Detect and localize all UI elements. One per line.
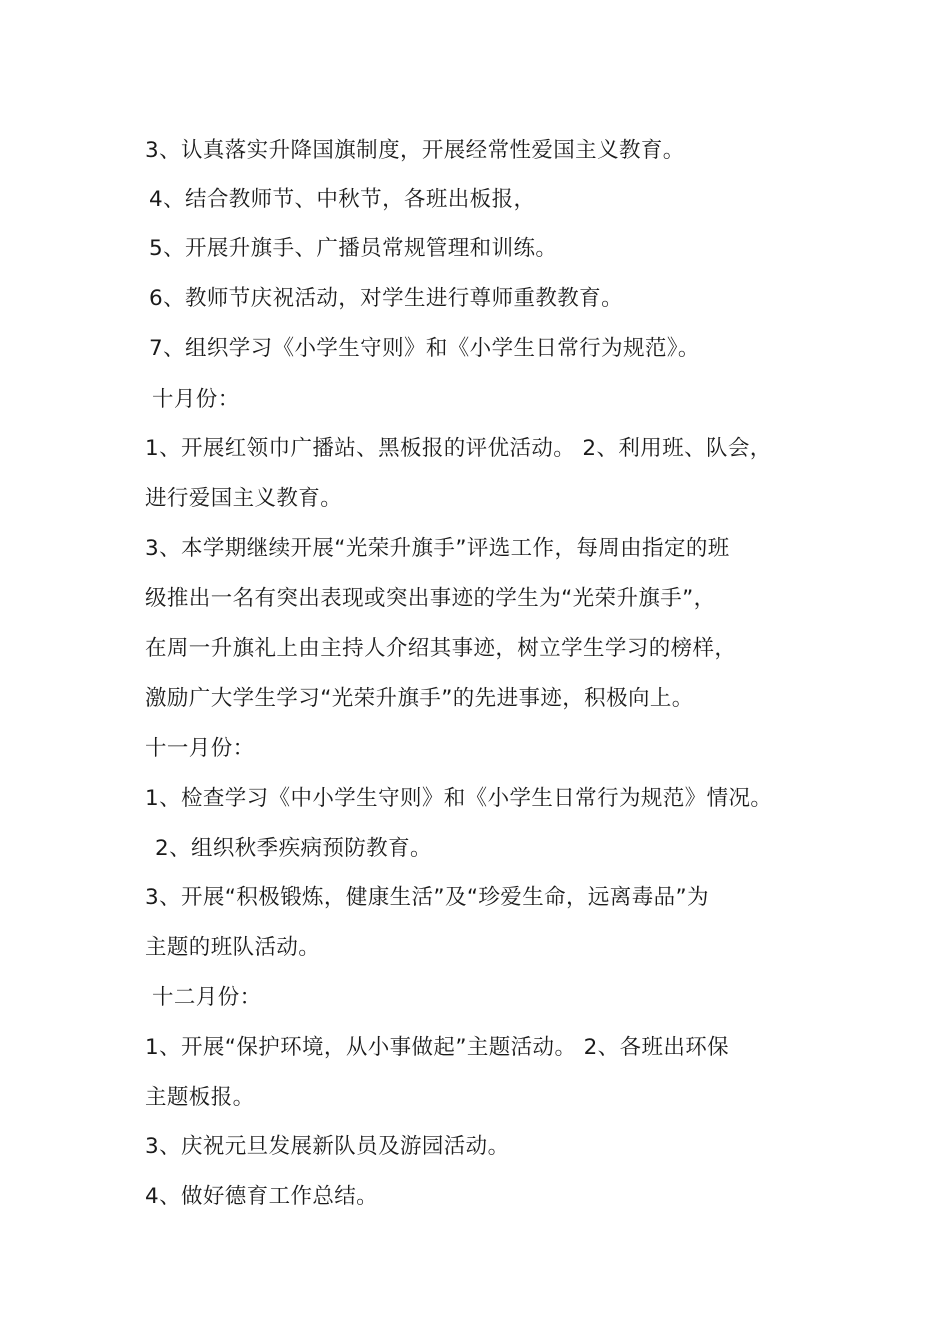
item-nov-3: 3、开展“积极锻炼，健康生活”及“珍爱生命，远离毒品”为: [145, 885, 709, 910]
item-sept-7: 7、组织学习《小学生守则》和《小学生日常行为规范》。: [149, 336, 700, 361]
item-oct-3-cont-1: 级推出一名有突出表现或突出事迹的学生为“光荣升旗手”，: [145, 586, 716, 611]
section-heading-october: 十月份：: [152, 387, 240, 412]
item-dec-4: 4、做好德育工作总结。: [145, 1184, 379, 1209]
item-dec-3: 3、庆祝元旦发展新队员及游园活动。: [145, 1134, 510, 1159]
item-sept-3: 3、认真落实升降国旗制度，开展经常性爱国主义教育。: [145, 138, 685, 163]
item-dec-2-cont: 主题板报。: [145, 1085, 255, 1110]
section-heading-december: 十二月份：: [152, 985, 262, 1010]
item-oct-2-cont: 进行爱国主义教育。: [145, 486, 343, 511]
section-heading-november: 十一月份：: [145, 736, 255, 761]
item-dec-1-2: 1、开展“保护环境，从小事做起”主题活动。 2、各班出环保: [145, 1035, 730, 1060]
item-nov-2: 2、组织秋季疾病预防教育。: [155, 836, 432, 861]
item-sept-5: 5、开展升旗手、广播员常规管理和训练。: [149, 236, 558, 261]
item-nov-1: 1、检查学习《中小学生守则》和《小学生日常行为规范》情况。: [145, 786, 773, 811]
item-oct-1-2: 1、开展红领巾广播站、黑板报的评优活动。 2、利用班、队会，: [145, 436, 772, 461]
item-oct-3-cont-3: 激励广大学生学习“光荣升旗手”的先进事迹，积极向上。: [145, 686, 694, 711]
item-oct-3: 3、本学期继续开展“光荣升旗手”评选工作，每周由指定的班: [145, 536, 730, 561]
item-sept-4: 4、结合教师节、中秋节，各班出板报，: [149, 187, 536, 212]
item-sept-6: 6、教师节庆祝活动，对学生进行尊师重教教育。: [149, 286, 623, 311]
item-nov-3-cont: 主题的班队活动。: [145, 935, 321, 960]
item-oct-3-cont-2: 在周一升旗礼上由主持人介绍其事迹，树立学生学习的榜样，: [145, 636, 737, 661]
